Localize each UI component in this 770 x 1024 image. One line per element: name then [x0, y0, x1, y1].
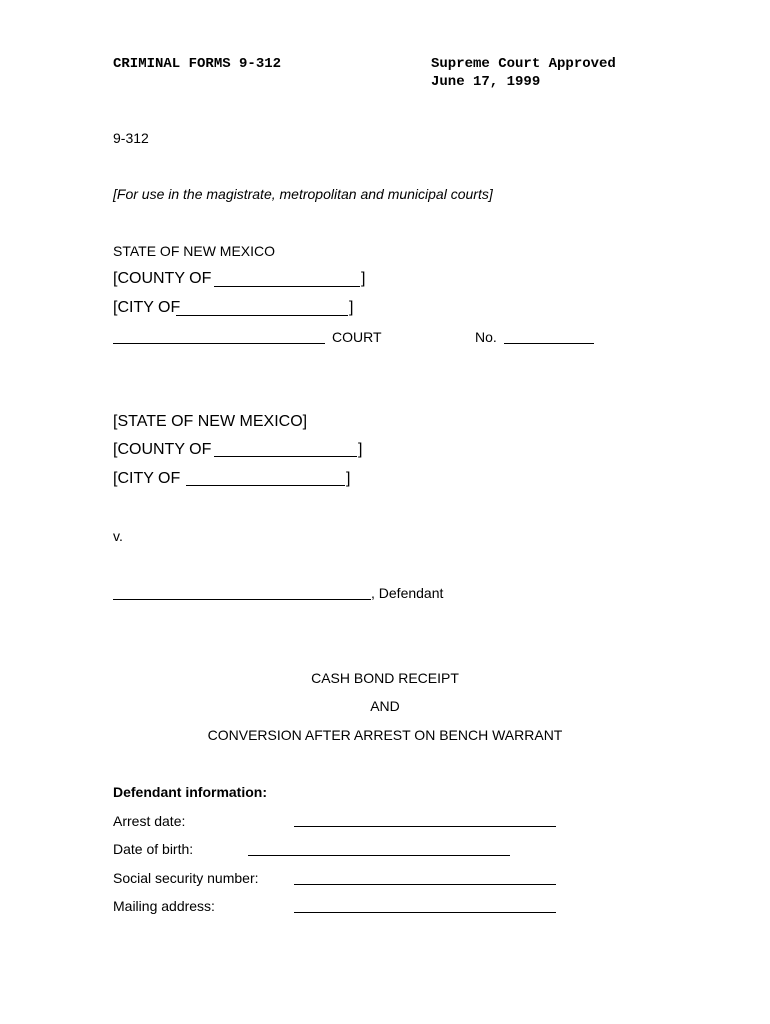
court-name-field[interactable]: [113, 343, 325, 344]
arrest-date-label: Arrest date:: [113, 813, 186, 829]
defendant-name-field[interactable]: [113, 599, 371, 600]
plaintiff-county-suffix: ]: [358, 441, 363, 458]
plaintiff-city-prefix: [CITY OF: [113, 470, 181, 487]
approval-line-1: Supreme Court Approved: [431, 56, 616, 72]
case-no-label: No.: [475, 329, 497, 345]
caption-county-field[interactable]: [214, 286, 360, 287]
approval-date: June 17, 1999: [431, 74, 541, 90]
caption-city-suffix: ]: [349, 299, 354, 316]
date-of-birth-label: Date of birth:: [113, 841, 194, 857]
plaintiff-city-suffix: ]: [346, 470, 351, 487]
court-label: COURT: [332, 329, 382, 345]
plaintiff-county-field[interactable]: [214, 456, 357, 457]
plaintiff-city-field[interactable]: [186, 485, 345, 486]
plaintiff-county-prefix: [COUNTY OF: [113, 441, 212, 458]
form-number: 9-312: [113, 130, 149, 146]
date-of-birth-field[interactable]: [248, 855, 510, 856]
caption-city-prefix: [CITY OF: [113, 299, 181, 316]
caption-state: STATE OF NEW MEXICO: [113, 243, 276, 259]
case-no-field[interactable]: [504, 343, 594, 344]
ssn-field[interactable]: [294, 884, 556, 885]
form-id: CRIMINAL FORMS 9-312: [113, 56, 282, 72]
mailing-address-field[interactable]: [294, 912, 556, 913]
defendant-label: , Defendant: [371, 585, 444, 601]
plaintiff-state: [STATE OF NEW MEXICO]: [113, 413, 308, 430]
caption-city-field[interactable]: [176, 315, 348, 316]
ssn-label: Social security number:: [113, 870, 259, 886]
defendant-info-heading: Defendant information:: [113, 784, 267, 800]
usage-note: [For use in the magistrate, metropolitan and municipal courts]: [113, 186, 493, 202]
title-line-3: CONVERSION AFTER ARREST ON BENCH WARRANT: [207, 727, 563, 743]
title-line-2: AND: [370, 698, 400, 714]
mailing-address-label: Mailing address:: [113, 898, 215, 914]
arrest-date-field[interactable]: [294, 826, 556, 827]
caption-county-prefix: [COUNTY OF: [113, 270, 212, 287]
caption-county-suffix: ]: [361, 270, 366, 287]
title-line-1: CASH BOND RECEIPT: [311, 670, 459, 686]
versus: v.: [113, 528, 123, 544]
caption-county-row: [113, 270, 211, 288]
